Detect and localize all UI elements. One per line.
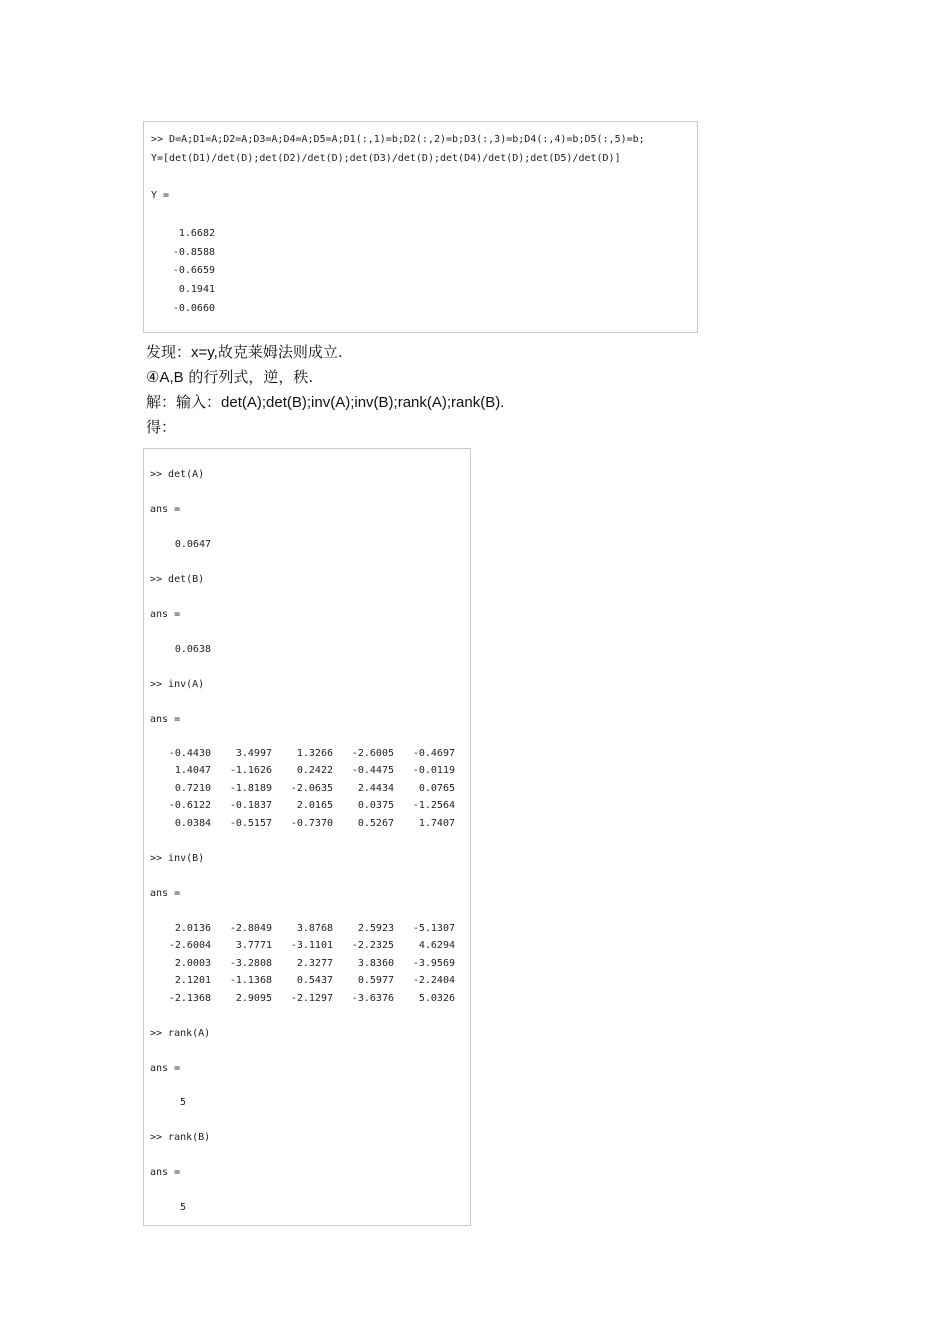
matrix-cell: 1.7407 <box>418 817 455 829</box>
command-line-1: >> D=A;D1=A;D2=A;D3=A;D4=A;D5=A;D1(:,1)=b;D2(:,2)=b;D3(:,3)=b;D4(:,4)=b;D5(:,5)=b; <box>151 134 645 145</box>
matrix-cell: 0.5267 <box>357 817 394 829</box>
matrix-cell: 0.0375 <box>357 800 394 812</box>
matrix-cell: -3.9569 <box>412 957 455 969</box>
finding-equation: x=y, <box>191 344 218 361</box>
matrix-cell: -1.1368 <box>229 975 272 987</box>
task-number: ④ <box>146 368 160 386</box>
command-det-a: >> det(A) <box>150 469 205 480</box>
output-value: -0.0660 <box>172 303 215 314</box>
matrix-cell: -0.4475 <box>351 765 394 777</box>
ans-label: ans = <box>150 504 181 515</box>
matrix-cell: -2.2404 <box>412 975 455 987</box>
matrix-cell: 2.0136 <box>174 923 211 934</box>
matrix-cell: 0.2422 <box>296 765 333 777</box>
matrix-cell: 1.4047 <box>174 765 211 777</box>
command-rank-a: >> rank(A) <box>150 1028 211 1039</box>
matrix-cell: -0.1837 <box>229 800 272 812</box>
matrix-cell: 3.8360 <box>357 957 394 969</box>
command-inv-b: >> inv(B) <box>150 853 205 864</box>
matrix-cell: -2.1368 <box>168 992 211 1004</box>
finding-label: 发现： <box>146 343 192 361</box>
output-value: 0.1941 <box>178 284 215 295</box>
matrix-cell: 0.7210 <box>174 782 211 794</box>
output-value: -0.8588 <box>172 247 215 258</box>
matrix-cell: 2.0165 <box>296 800 333 812</box>
rank-a-value: 5 <box>179 1097 186 1108</box>
matrix-cell: -3.2808 <box>229 957 272 969</box>
matrix-cell: 5.0326 <box>418 992 455 1004</box>
ans-label: ans = <box>150 714 181 725</box>
matrix-cell: -2.2325 <box>351 940 394 952</box>
matrix-cell: -3.6376 <box>351 992 394 1004</box>
matrix-cell: -0.0119 <box>412 765 455 777</box>
det-b-value: 0.0638 <box>174 644 211 655</box>
paragraph-finding <box>146 342 343 363</box>
matrix-cell: 2.9095 <box>235 992 272 1004</box>
matrix-cell: -0.4430 <box>168 748 211 759</box>
matrix-cell: 2.0003 <box>174 957 211 969</box>
matrix-cell: -3.1101 <box>290 940 333 952</box>
ans-label: ans = <box>150 609 181 620</box>
matrix-cell: 0.0765 <box>418 782 455 794</box>
ans-label: ans = <box>150 1167 181 1178</box>
matrix-cell: 0.5437 <box>296 975 333 987</box>
command-inv-a: >> inv(A) <box>150 679 205 690</box>
paragraph-task <box>146 367 313 388</box>
matrix-cell: -1.2564 <box>412 800 455 812</box>
matrix-cell: -0.7370 <box>290 817 333 829</box>
matrix-cell: 2.5923 <box>357 923 394 934</box>
matrix-cell: -2.6004 <box>168 940 211 952</box>
matrix-cell: 3.8768 <box>296 923 333 934</box>
ans-label: ans = <box>150 1063 181 1074</box>
matrix-cell: -2.0635 <box>290 782 333 794</box>
matrix-cell: 0.5977 <box>357 975 394 987</box>
console-screenshot-matrix-ops <box>143 448 471 1226</box>
matrix-cell: -0.6122 <box>168 800 211 812</box>
matrix-cell: 0.0384 <box>174 817 211 829</box>
command-line-2: Y=[det(D1)/det(D);det(D2)/det(D);det(D3)/det(D);det(D4)/det(D);det(D5)/det(D)] <box>151 153 621 164</box>
matrix-cell: -5.1307 <box>412 923 455 934</box>
matrix-cell: 3.7771 <box>235 940 272 952</box>
matrix-cell: -1.8189 <box>229 782 272 794</box>
task-matrices: A,B <box>159 369 184 386</box>
ans-label: ans = <box>150 888 181 899</box>
output-value: -0.6659 <box>172 265 215 276</box>
matrix-cell: 4.6294 <box>418 940 455 952</box>
solution-label: 解：输入： <box>146 393 222 411</box>
matrix-cell: -2.1297 <box>290 992 333 1004</box>
matrix-cell: -2.6005 <box>351 748 394 759</box>
matrix-cell: 1.3266 <box>296 748 333 759</box>
matrix-cell: -0.4697 <box>412 748 455 759</box>
matrix-cell: 3.4997 <box>235 748 272 759</box>
matrix-cell: 2.4434 <box>357 782 394 794</box>
task-text: 的行列式，逆，秩. <box>183 368 314 386</box>
command-det-b: >> det(B) <box>150 574 205 585</box>
output-variable-label: Y = <box>151 190 170 201</box>
paragraph-solution <box>146 392 504 413</box>
matrix-cell: -0.5157 <box>229 817 272 829</box>
finding-text: 故克莱姆法则成立. <box>217 343 343 361</box>
output-value: 1.6682 <box>178 228 215 239</box>
matrix-cell: 2.1201 <box>174 975 211 987</box>
det-a-value: 0.0647 <box>174 539 211 550</box>
console-screenshot-cramer <box>143 121 698 333</box>
paragraph-result: 得： <box>146 418 177 436</box>
matrix-cell: -1.1626 <box>229 765 272 777</box>
rank-b-value: 5 <box>179 1202 186 1213</box>
matrix-cell: -2.8049 <box>229 923 272 934</box>
command-rank-b: >> rank(B) <box>150 1132 211 1143</box>
solution-commands: det(A);det(B);inv(A);inv(B);rank(A);rank(B). <box>221 394 505 411</box>
matrix-cell: 2.3277 <box>296 957 333 969</box>
